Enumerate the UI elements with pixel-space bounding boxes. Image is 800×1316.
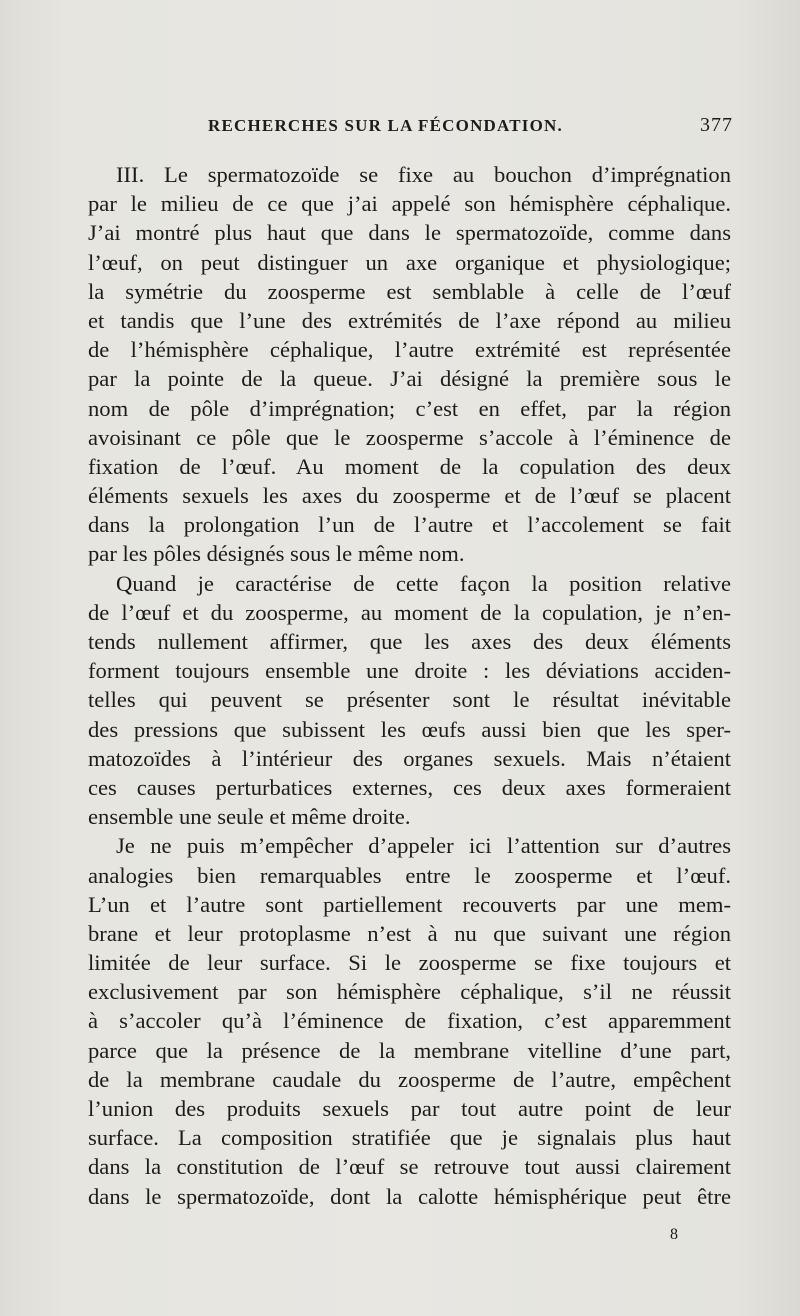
- text-line: Je ne puis m’empêcher d’appeler ici l’attention sur d’autres: [116, 833, 731, 859]
- text-line: à s’accoler qu’à l’éminence de fixation, c’est apparemment: [88, 1008, 731, 1034]
- text-line: exclusivement par son hémisphère céphalique, s’il ne réussit: [88, 979, 731, 1005]
- text-line: ces causes perturbatices externes, ces deux axes formeraient: [88, 774, 731, 800]
- text-line: L’un et l’autre sont partiellement recouverts par une mem-: [88, 891, 731, 917]
- text-line: ensemble une seule et même droite.: [88, 804, 411, 830]
- text-line: Quand je caractérise de cette façon la position relative: [116, 570, 731, 596]
- text-line: forment toujours ensemble une droite : les déviations acciden-: [88, 658, 731, 684]
- text-line: parce que la présence de la membrane vitelline d’une part,: [88, 1037, 731, 1063]
- text-line: tends nullement affirmer, que les axes des deux éléments: [88, 629, 731, 654]
- text-line: de l’hémisphère céphalique, l’autre extrémité est représentée: [88, 337, 731, 363]
- text-line: par le milieu de ce que j’ai appelé son hémisphère céphalique.: [88, 191, 731, 217]
- body-text: [88, 160, 731, 1211]
- text-line: dans la constitution de l’œuf se retrouve tout aussi clairement: [88, 1154, 731, 1180]
- text-line: de l’œuf et du zoosperme, au moment de la copulation, je n’en-: [88, 599, 731, 625]
- text-line: et tandis que l’une des extrémités de l’axe répond au milieu: [88, 307, 731, 333]
- text-line: surface. La composition stratifiée que je signalais plus haut: [88, 1125, 731, 1151]
- text-line: III. Le spermatozoïde se fixe au bouchon d’imprégnation: [116, 162, 731, 187]
- text-line: l’union des produits sexuels par tout autre point de leur: [88, 1096, 731, 1121]
- page-number: 377: [700, 114, 733, 136]
- text-line: de la membrane caudale du zoosperme de l’autre, empêchent: [88, 1066, 731, 1092]
- text-line: nom de pôle d’imprégnation; c’est en effet, par la région: [88, 395, 731, 421]
- text-line: brane et leur protoplasme n’est à nu que suivant une région: [88, 920, 731, 946]
- text-line: l’œuf, on peut distinguer un axe organique et physiologique;: [88, 249, 731, 275]
- text-line: analogies bien remarquables entre le zoosperme et l’œuf.: [88, 862, 731, 888]
- text-line: avoisinant ce pôle que le zoosperme s’accole à l’éminence de: [88, 424, 731, 450]
- text-line: des pressions que subissent les œufs aussi bien que les sper-: [88, 716, 731, 742]
- text-line: dans la prolongation l’un de l’autre et l’accolement se fait: [88, 512, 731, 538]
- text-line: J’ai montré plus haut que dans le spermatozoïde, comme dans: [88, 220, 731, 246]
- text-line: fixation de l’œuf. Au moment de la copulation des deux: [88, 453, 731, 479]
- text-line: éléments sexuels les axes du zoosperme et de l’œuf se placent: [88, 483, 731, 509]
- text-line: la symétrie du zoosperme est semblable à celle de l’œuf: [88, 278, 731, 304]
- text-line: par la pointe de la queue. J’ai désigné la première sous le: [88, 366, 731, 392]
- text-line: matozoïdes à l’intérieur des organes sexuels. Mais n’étaient: [88, 745, 731, 771]
- text-line: par les pôles désignés sous le même nom.: [88, 541, 465, 567]
- signature-mark: 8: [670, 1226, 678, 1243]
- running-header: [88, 116, 733, 140]
- text-line: limitée de leur surface. Si le zoosperme se fixe toujours et: [88, 950, 731, 976]
- running-title: RECHERCHES SUR LA FÉCONDATION.: [208, 116, 563, 135]
- text-line: dans le spermatozoïde, dont la calotte hémisphérique peut être: [88, 1183, 731, 1209]
- text-line: telles qui peuvent se présenter sont le résultat inévitable: [88, 687, 731, 713]
